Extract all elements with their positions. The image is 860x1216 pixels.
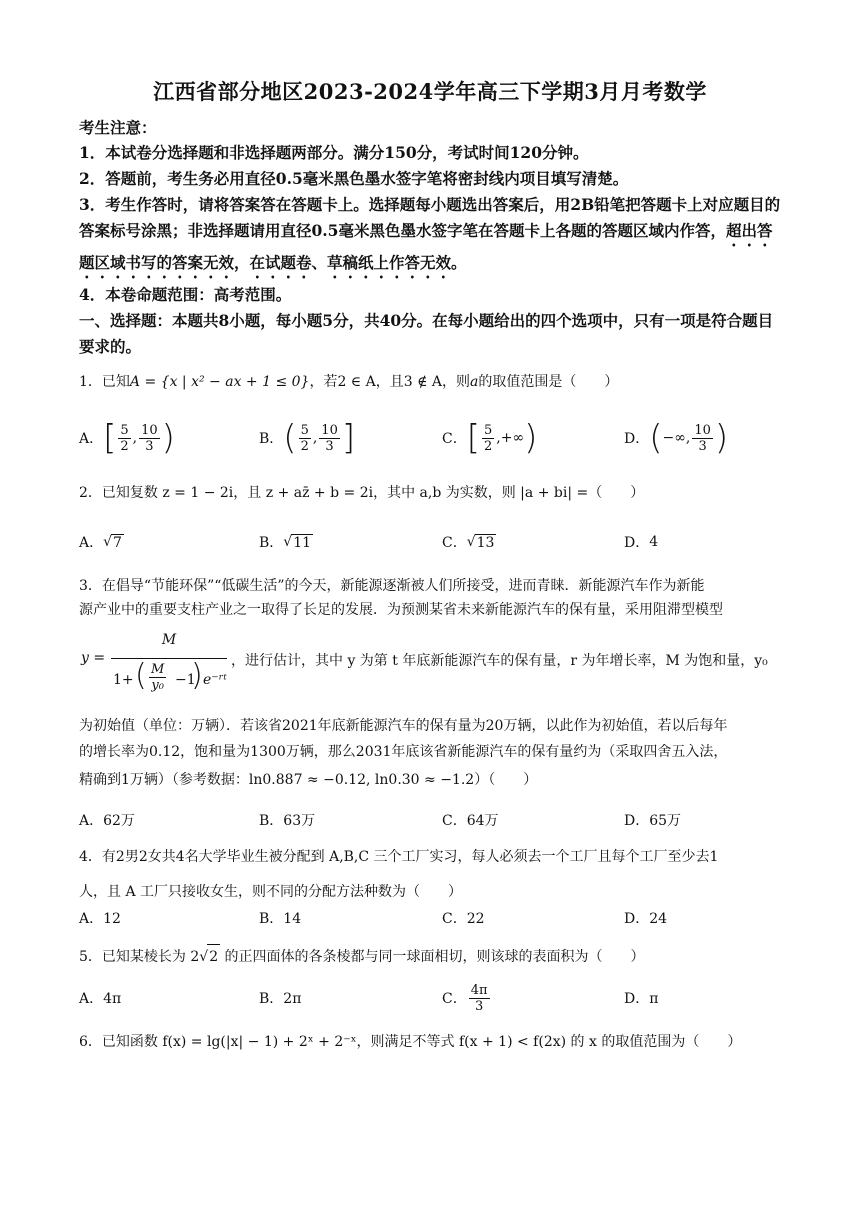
sqrt-sign-icon: √ bbox=[466, 534, 476, 550]
q1-mid: ，若2 ∈ A，且3 ∉ A，则 bbox=[309, 374, 471, 390]
q3-option-b: B．63万 bbox=[259, 813, 316, 829]
q3-option-a: A．62万 bbox=[79, 813, 135, 829]
sqrt-sign-icon: √ bbox=[199, 949, 209, 965]
notice-item-4: 4．本卷命题范围：高考范围。 bbox=[79, 285, 292, 304]
notice-item-1: 1．本试卷分选择题和非选择题两部分。满分150分，考试时间120分钟。 bbox=[79, 143, 589, 162]
q2-option-b-value: 11 bbox=[293, 534, 312, 551]
q5-option-c-label: C． bbox=[442, 991, 467, 1007]
q1-a-frac-1 bbox=[118, 423, 130, 454]
q2-option-c bbox=[442, 522, 496, 562]
question-3-line-2: 源产业中的重要支柱产业之一取得了长足的发展．为预测某省未来新能源汽车的保有量，采用阻滞型模型 bbox=[79, 602, 723, 618]
q1-a-right-bracket: ) bbox=[161, 418, 175, 458]
q3-formula-one-plus: 1+ bbox=[113, 672, 134, 688]
question-5 bbox=[79, 944, 785, 969]
q1-a-num-1: 5 bbox=[120, 422, 129, 438]
notice-item-3 bbox=[79, 192, 785, 282]
q1-var: a bbox=[470, 374, 479, 390]
q4-option-c: C．22 bbox=[442, 911, 485, 927]
q1-d-neg-infinity: −∞, bbox=[662, 430, 691, 446]
q1-a-num-2: 10 bbox=[141, 422, 158, 438]
q3-formula-y: y = bbox=[81, 650, 106, 666]
q1-b-den-1: 2 bbox=[300, 438, 309, 454]
q4-options bbox=[79, 898, 785, 938]
q5-options bbox=[79, 978, 785, 1018]
question-3-line-1: 3．在倡导“节能环保”“低碳生活”的今天，新能源逐渐被人们所接受，进而青睐．新能源汽车作为新能 bbox=[79, 578, 705, 594]
question-4-line-1: 4．有2男2女共4名大学毕业生被分配到 A,B,C 三个工厂实习，每人必须去一个工厂且每个工厂至少去1 bbox=[79, 849, 719, 865]
sqrt-sign-icon: √ bbox=[283, 534, 293, 550]
q1-option-c-label: C． bbox=[442, 431, 467, 447]
q5-c-den: 3 bbox=[474, 998, 484, 1014]
q1-option-b: B． ( $\frac{5}{2}$ , $\frac{10}{3}$ ] bbox=[259, 418, 356, 458]
q3-formula-tail: ，进行估计，其中 y 为第 t 年底新能源汽车的保有量，r 为年增长率，M 为饱和量，y₀ bbox=[231, 653, 768, 669]
q2-option-b bbox=[259, 522, 313, 562]
q1-c-infinity: ,+∞ bbox=[496, 430, 525, 446]
q5-option-d: D．π bbox=[624, 991, 659, 1007]
q2-option-a-value: 7 bbox=[113, 534, 122, 551]
q4-option-d: D．24 bbox=[624, 911, 668, 927]
q3-formula-right-paren: ) bbox=[191, 658, 203, 693]
q5-post: 的正四面体的各条棱都与同一球面相切，则该球的表面积为（ ） bbox=[220, 949, 645, 965]
q2-option-d-label: D． bbox=[624, 535, 650, 551]
q1-b-num-2: 10 bbox=[321, 422, 338, 438]
q3-inner-num: M bbox=[151, 662, 165, 677]
notice-item-2: 2．答题前，考生务必用直径0.5毫米黑色墨水签字笔将密封线内项目填写清楚。 bbox=[79, 169, 629, 188]
q1-a-frac-2 bbox=[139, 423, 160, 454]
q1-b-frac-2 bbox=[319, 423, 340, 454]
q1-c-frac-1 bbox=[482, 423, 494, 454]
q1-d-left-bracket: ( bbox=[649, 418, 663, 458]
q1-b-num-1: 5 bbox=[300, 422, 309, 438]
q1-d-right-bracket: ) bbox=[714, 418, 729, 458]
q5-sqrt-value: 2 bbox=[207, 944, 220, 969]
question-2: 2．已知复数 z = 1 − 2i，且 z + az̄ + b = 2i，其中 a,b 为实数，则 |a + bi| =（ ） bbox=[79, 485, 645, 501]
q3-option-c: C．64万 bbox=[442, 813, 499, 829]
q5-pre: 5．已知某棱长为 2 bbox=[79, 949, 200, 965]
q1-c-left-bracket: [ bbox=[466, 418, 480, 458]
q1-b-left-bracket: ( bbox=[283, 418, 297, 458]
question-3-line-4: 的增长率为0.12，饱和量为1300万辆，那么2031年底该省新能源汽车的保有量约为（采取四舍五入法， bbox=[79, 744, 728, 760]
question-3-line-3: 为初始值（单位：万辆）．若该省2021年底新能源汽车的保有量为20万辆，以此作为初始值，若以后每年 bbox=[79, 718, 728, 734]
q1-b-den-2: 3 bbox=[325, 438, 334, 454]
notice-item-3-emphasis: 超出答题区域书写的答案无效，在试题卷、草稿纸上作答无效。 bbox=[79, 221, 773, 272]
q3-formula-fraction-bar bbox=[111, 658, 227, 659]
q1-option-c bbox=[442, 418, 537, 458]
q1-d-num-2: 10 bbox=[694, 422, 711, 438]
q3-inner-den: y₀ bbox=[151, 678, 164, 693]
q5-option-b: B．2π bbox=[259, 991, 302, 1007]
q1-b-frac-1 bbox=[299, 423, 311, 454]
notice-heading: 考生注意： bbox=[79, 118, 157, 137]
q1-option-b-label: B． bbox=[259, 431, 284, 447]
q3-formula-left-paren: ( bbox=[135, 658, 147, 693]
q1-option-a: A． [ $\frac{5}{2}$ , $\frac{10}{3}$ ) bbox=[79, 418, 175, 458]
sqrt-sign-icon: √ bbox=[103, 534, 113, 550]
q1-option-a-label: A． bbox=[79, 431, 104, 447]
q2-option-a bbox=[79, 522, 124, 562]
q5-c-frac bbox=[469, 983, 490, 1014]
q3-option-d: D．65万 bbox=[624, 813, 682, 829]
q2-option-a-label: A． bbox=[79, 535, 104, 551]
q2-option-d bbox=[624, 522, 658, 562]
q2-option-b-label: B． bbox=[259, 535, 284, 551]
q1-set: A = {x | x² − ax + 1 ≤ 0} bbox=[129, 374, 310, 390]
q2-option-c-label: C． bbox=[442, 535, 467, 551]
q3-options bbox=[79, 800, 785, 840]
q1-c-right-bracket: ) bbox=[524, 418, 538, 458]
q1-pre: 1．已知 bbox=[79, 374, 130, 390]
q4-option-a: A．12 bbox=[79, 911, 121, 927]
q1-option-d-label: D． bbox=[624, 431, 650, 447]
q3-formula-inner-frac bbox=[149, 662, 166, 693]
q4-option-b: B．14 bbox=[259, 911, 302, 927]
q3-formula-minus-one: −1 bbox=[175, 672, 196, 688]
question-4-line-2: 人，且 A 工厂只接收女生，则不同的分配方法种数为（ ） bbox=[79, 884, 463, 900]
q1-post: 的取值范围是（ ） bbox=[478, 374, 619, 390]
q1-option-d bbox=[624, 418, 728, 458]
question-3-line-5: 精确到1万辆）（参考数据：ln0.887 ≈ −0.12, ln0.30 ≈ −1.2）（ ） bbox=[79, 772, 538, 788]
q1-d-den-2: 3 bbox=[698, 438, 707, 454]
question-1 bbox=[79, 370, 785, 394]
q3-formula-exp: e⁻ʳᵗ bbox=[203, 672, 227, 688]
q1-b-right-bracket: ] bbox=[341, 418, 356, 458]
q2-option-c-value: 13 bbox=[476, 534, 495, 551]
notice-item-3-text: 3．考生作答时，请将答案答在答题卡上。选择题每小题选出答案后，用2B铅笔把答题卡上对应题目的答案标号涂黑；非选择题请用直径0.5毫米黑色墨水签字笔在答题卡上各题的答题区域内作答， bbox=[79, 195, 781, 240]
question-6: 6．已知函数 f(x) = lg(|x| − 1) + 2ˣ + 2⁻ˣ，则满足不等式 f(x + 1) < f(2x) 的 x 的取值范围为（ ） bbox=[79, 1034, 742, 1050]
page-title: 江西省部分地区2023-2024学年高三下学期3月月考数学 bbox=[153, 79, 707, 104]
q1-a-left-bracket: [ bbox=[103, 418, 117, 458]
q1-a-den-2: 3 bbox=[145, 438, 154, 454]
q5-c-num: 4π bbox=[470, 982, 488, 998]
q1-a-den-1: 2 bbox=[120, 438, 129, 454]
q1-options bbox=[79, 418, 785, 458]
q2-option-d-value: 4 bbox=[649, 534, 659, 550]
q2-options bbox=[79, 522, 785, 562]
q3-formula-numerator: M bbox=[161, 632, 177, 648]
q1-d-frac-2 bbox=[692, 423, 713, 454]
q1-c-den-1: 2 bbox=[483, 438, 493, 454]
q1-c-num-1: 5 bbox=[483, 422, 493, 438]
q5-option-c bbox=[442, 978, 492, 1018]
q5-option-a: A．4π bbox=[79, 991, 122, 1007]
q3-formula bbox=[79, 622, 785, 698]
section-heading-choice: 一、选择题：本题共8小题，每小题5分，共40分。在每小题给出的四个选项中，只有一项是符合题目要求的。 bbox=[79, 311, 774, 356]
